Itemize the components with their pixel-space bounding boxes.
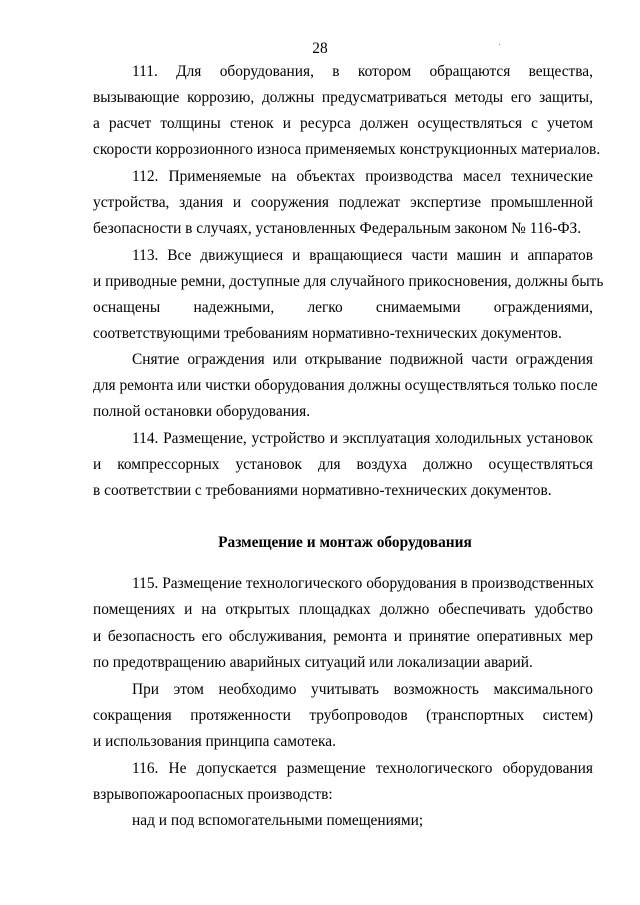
text-line: и использования принципа самотека. bbox=[93, 733, 336, 750]
text-line: взрывопожароопасных производств: bbox=[93, 786, 333, 803]
scan-dot bbox=[499, 44, 500, 45]
text-line: При этом необходимо учитывать возможность максимального bbox=[132, 681, 593, 698]
text-line: соответствующими требованиям нормативно-технических документов. bbox=[93, 325, 562, 342]
text-line: скорости коррозионного износа применяемых конструкционных материалов. bbox=[93, 141, 601, 158]
text-line: Снятие ограждения или открывание подвижной части ограждения bbox=[132, 351, 593, 368]
text-line: устройства, здания и сооружения подлежат экспертизе промышленной bbox=[93, 194, 593, 211]
text-line: 113. Все движущиеся и вращающиеся части машин и аппаратов bbox=[132, 247, 593, 264]
text-line: 114. Размещение, устройство и эксплуатация холодильных установок bbox=[132, 430, 593, 447]
text-line: над и под вспомогательными помещениями; bbox=[132, 812, 424, 829]
text-line: 116. Не допускается размещение технологического оборудования bbox=[132, 760, 593, 777]
text-line: оснащены надежными, легко снимаемыми ограждениями, bbox=[93, 299, 593, 316]
text-line: вызывающие коррозию, должны предусматриваться методы его защиты, bbox=[93, 89, 593, 106]
text-line: 115. Размещение технологического оборудования в производственных bbox=[132, 575, 594, 592]
text-line: и приводные ремни, доступные для случайного прикосновения, должны быть bbox=[93, 273, 604, 290]
text-line: и компрессорных установок для воздуха должно осуществляться bbox=[93, 456, 593, 473]
text-line: 111. Для оборудования, в котором обращаются вещества, bbox=[132, 63, 593, 80]
text-line: а расчет толщины стенок и ресурса должен осуществляться с учетом bbox=[93, 115, 593, 132]
page-number: 28 bbox=[312, 40, 328, 57]
text-line: 112. Применяемые на объектах производства масел технические bbox=[132, 168, 593, 185]
section-heading: Размещение и монтаж оборудования bbox=[218, 534, 472, 551]
text-line: безопасности в случаях, установленных Федеральным законом № 116-ФЗ. bbox=[93, 220, 582, 237]
text-line: сокращения протяженности трубопроводов (транспортных систем) bbox=[93, 707, 593, 724]
text-line: в соответствии с требованиями нормативно-технических документов. bbox=[93, 482, 552, 499]
text-line: по предотвращению аварийных ситуаций или локализации аварий. bbox=[93, 654, 533, 671]
text-line: и безопасность его обслуживания, ремонта и принятие оперативных мер bbox=[93, 628, 593, 645]
text-line: полной остановки оборудования. bbox=[93, 403, 311, 420]
text-line: для ремонта или чистки оборудования должны осуществляться только после bbox=[93, 377, 598, 394]
text-line: помещениях и на открытых площадках должно обеспечивать удобство bbox=[93, 601, 593, 618]
